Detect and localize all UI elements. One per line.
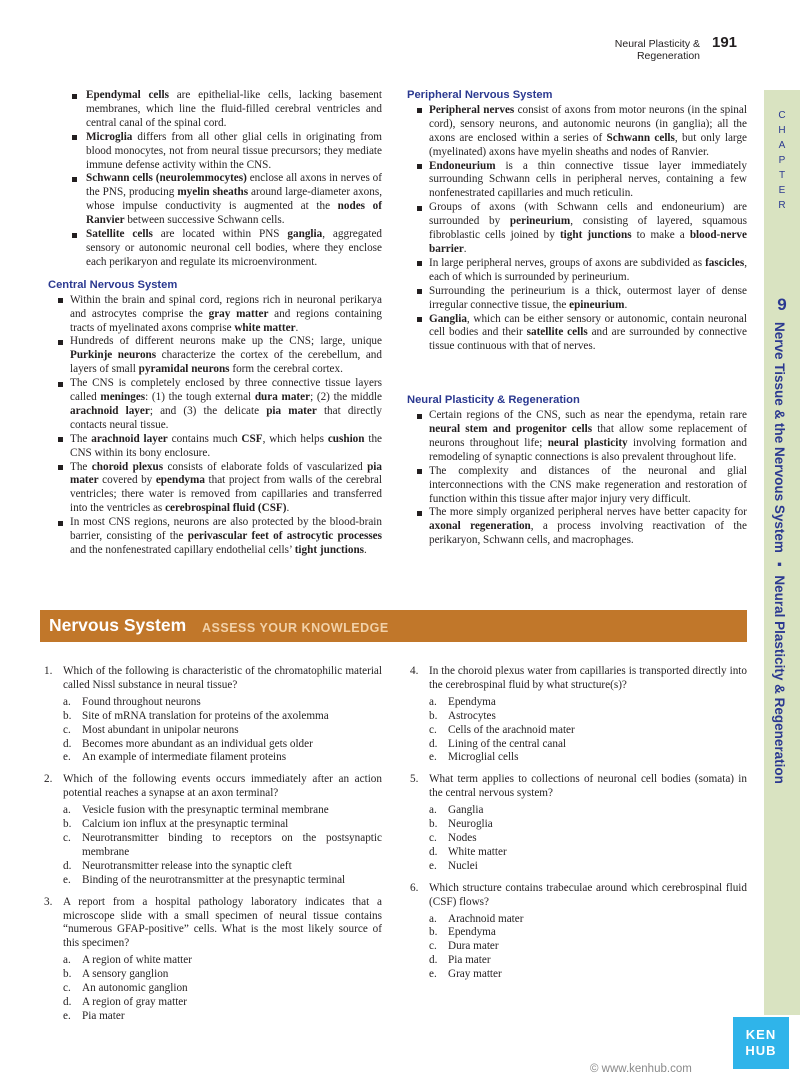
chapter-tab	[764, 90, 800, 1015]
option-text: Pia mater	[82, 1009, 125, 1022]
bold-term: axonal regeneration	[429, 520, 531, 533]
bold-term: perivascular feet of astrocytic processes	[187, 530, 382, 543]
option-letter: e.	[63, 751, 71, 764]
plasticity-heading: Neural Plasticity & Regeneration	[407, 394, 580, 407]
text-run: The	[70, 432, 92, 445]
option-letter: c.	[63, 723, 71, 736]
text-run: .	[295, 321, 299, 334]
answer-option	[410, 846, 747, 860]
banner-subtitle: ASSESS YOUR KNOWLEDGE	[202, 621, 389, 635]
right-column	[407, 89, 747, 548]
text-run: The complexity and distances of the neuronal and glial interconnections with the CNS make regeneration and restoration of function within this tissue after major injury very difficult.	[429, 464, 747, 505]
question-stem	[410, 773, 747, 801]
bold-term: Endoneurium	[429, 159, 496, 172]
bullet-item	[48, 228, 382, 270]
question-text: A report from a hospital pathology laboratory indicates that a microscope slide with a small specimen of neural tissue contains “numerous GFAP-positive” cells. What is the most likely source of this specimen?	[63, 895, 382, 950]
option-letter: e.	[429, 859, 437, 872]
answer-option	[410, 968, 747, 982]
question-number: 1.	[44, 665, 53, 677]
option-text: Nodes	[448, 831, 477, 844]
chapter-number: 9	[777, 295, 787, 314]
option-text: Nuclei	[448, 859, 478, 872]
option-letter: a.	[63, 804, 71, 817]
answer-option	[44, 724, 382, 738]
cns-bullet-list	[48, 294, 382, 558]
bold-term: neural plasticity	[547, 436, 628, 449]
option-letter: e.	[63, 873, 71, 886]
answer-option	[44, 738, 382, 752]
question-number: 2.	[44, 773, 53, 786]
option-letter: b.	[63, 709, 72, 722]
answer-option	[410, 913, 747, 927]
answer-option	[410, 926, 747, 940]
left-column	[48, 89, 382, 558]
logo-line-1: KEN	[745, 1027, 777, 1042]
text-run: .	[463, 242, 467, 255]
option-letter: d.	[429, 845, 438, 858]
option-letter: a.	[429, 695, 437, 708]
chapter-letter: A	[778, 140, 786, 151]
bold-term: pyramidal neurons	[138, 363, 230, 376]
bullet-item	[407, 313, 747, 355]
answer-option	[44, 710, 382, 724]
bold-term: pia mater	[70, 460, 382, 487]
bold-term: choroid plexus	[91, 460, 164, 473]
text-run: ; (2) the middle	[310, 391, 382, 404]
answer-options	[410, 696, 747, 766]
text-run: The CNS is completely enclosed by three connective tissue layers called	[70, 377, 382, 404]
answer-option	[410, 696, 747, 710]
answer-option	[410, 751, 747, 765]
text-run: between successive Schwann cells.	[124, 214, 285, 227]
text-run: around large-diameter axons, whose impulse conductivity is augmented at the	[86, 186, 382, 213]
answer-options	[44, 804, 382, 887]
option-text: A sensory ganglion	[82, 968, 169, 981]
option-letter: e.	[429, 968, 437, 981]
answer-options	[410, 913, 747, 983]
bold-term: gray matter	[208, 307, 269, 320]
text-run: Groups of axons (with Schwann cells and endoneurium) are surrounded by	[429, 201, 747, 228]
option-text: Dura mater	[448, 940, 499, 953]
answer-option	[44, 1010, 382, 1024]
option-letter: a.	[429, 804, 437, 817]
answer-option	[410, 738, 747, 752]
text-run: to make a	[631, 229, 690, 242]
text-run: , each of which is surrounded by perineurium.	[429, 256, 747, 283]
bold-term: perineurium	[509, 215, 571, 228]
bold-term: Purkinje neurons	[70, 349, 157, 362]
bullet-item	[407, 409, 747, 465]
text-run: that directly contacts neural tissue.	[70, 404, 383, 431]
question-text: What term applies to collections of neuronal cell bodies (somata) in the central nervous system?	[429, 773, 747, 800]
option-letter: b.	[429, 709, 438, 722]
option-text: Astrocytes	[448, 709, 496, 722]
bullet-item	[48, 131, 382, 173]
option-text: Vesicle fusion with the presynaptic terminal membrane	[82, 804, 329, 817]
answer-option	[410, 818, 747, 832]
text-run: : (1) the tough external	[145, 391, 255, 404]
answer-option	[44, 696, 382, 710]
question-stem	[44, 896, 382, 952]
glia-bullet-list	[48, 89, 382, 270]
answer-option	[44, 751, 382, 765]
bullet-item	[48, 89, 382, 131]
option-text: Ependyma	[448, 695, 496, 708]
option-text: Calcium ion influx at the presynaptic terminal	[82, 818, 289, 831]
option-letter: c.	[63, 831, 71, 844]
answer-option	[410, 710, 747, 724]
page-number: 191	[712, 34, 738, 51]
question-text: In the choroid plexus water from capillaries is transported directly into the cerebrospinal fluid by what structure(s)?	[429, 665, 747, 691]
text-run: Certain regions of the CNS, such as near the ependyma, retain rare	[429, 409, 747, 422]
chapter-letter: P	[778, 155, 786, 166]
text-run: contains much	[167, 432, 242, 445]
text-run: consists of elaborate folds of vascularized	[163, 460, 368, 473]
bullet-item	[48, 516, 382, 558]
bold-term: Peripheral nerves	[429, 103, 515, 116]
text-run: that project from walls of the cerebral ventricles; there water is removed from capillaries and transferred into the ventricles as	[70, 474, 382, 515]
option-text: Pia mater	[448, 954, 491, 967]
bullet-item	[48, 172, 382, 228]
text-run: .	[364, 544, 367, 556]
question-text: Which structure contains trabeculae around which cerebrospinal fluid (CSF) flows?	[429, 881, 747, 908]
answer-option	[44, 996, 382, 1010]
option-letter: a.	[63, 695, 71, 708]
text-run: the CNS within its bony enclosure.	[70, 432, 382, 459]
option-letter: c.	[429, 940, 437, 953]
bold-term: ganglia	[287, 228, 323, 241]
text-run: form the cerebral cortex.	[229, 363, 343, 376]
option-text: Binding of the neurotransmitter at the presynaptic terminal	[82, 873, 346, 886]
plasticity-bullet-list	[407, 409, 747, 548]
kenhub-logo	[733, 1017, 789, 1069]
chapter-title: Nerve Tissue & the Nervous System ▪ Neural Plasticity & Regeneration	[772, 322, 787, 784]
banner-title: Nervous System	[49, 615, 187, 635]
bold-term: cerebrospinal fluid (CSF)	[165, 502, 287, 515]
question-number: 4.	[410, 665, 419, 677]
bold-term: epineurium	[569, 298, 625, 311]
chapter-letter: H	[778, 125, 786, 136]
assess-knowledge-banner	[40, 610, 747, 642]
quiz-question	[410, 665, 747, 765]
option-letter: e.	[429, 751, 437, 764]
answer-option	[410, 804, 747, 818]
text-run: consist of axons from motor neurons (in the spinal cord), sensory neurons, and autonomic neurons (in ganglia); all the axons are enclosed within a series of	[429, 103, 747, 144]
option-text: Neurotransmitter binding to receptors on the postsynaptic membrane	[82, 831, 382, 858]
option-text: Cells of the arachnoid mater	[448, 723, 575, 736]
option-letter: b.	[63, 968, 72, 981]
text-run: covered by	[98, 474, 156, 487]
option-text: Ganglia	[448, 804, 484, 817]
text-run: is a thin connective tissue layer immediately surrounding Schwann cells in peripheral nerves, containing a few nonfenestrated capillaries and much reticulin.	[429, 159, 747, 200]
bold-term: tight junctions	[294, 544, 365, 556]
bold-term: Schwann cells	[606, 131, 675, 144]
answer-option	[410, 832, 747, 846]
bullet-item	[407, 465, 747, 507]
text-run: involving formation and remodeling of synaptic connections is also prevalent throughout life.	[429, 436, 747, 463]
option-text: White matter	[448, 845, 507, 858]
bullet-item	[48, 461, 382, 517]
option-text: Neuroglia	[448, 818, 493, 831]
bold-term: Microglia	[86, 130, 133, 143]
bold-term: fascicles	[705, 256, 745, 269]
bold-term: white matter	[234, 321, 296, 334]
text-run: , which helps	[262, 432, 328, 445]
quiz-question	[410, 773, 747, 873]
answer-option	[44, 874, 382, 888]
answer-options	[44, 696, 382, 766]
text-run: In most CNS regions, neurons are also protected by the blood-brain barrier, consisting of the	[70, 516, 382, 543]
text-run: , consisting of layered, squamous fibroblastic cells joined by	[429, 215, 747, 242]
text-run: characterize the cortex of the cerebellum, and layers of small	[70, 349, 382, 376]
copyright: © www.kenhub.com	[590, 1063, 692, 1075]
option-letter: a.	[429, 912, 437, 925]
question-number: 3.	[44, 895, 53, 908]
chapter-letter: E	[778, 185, 786, 196]
option-text: An autonomic ganglion	[82, 982, 188, 995]
bullet-item	[407, 257, 747, 285]
option-letter: d.	[63, 737, 72, 750]
option-letter: c.	[429, 723, 437, 736]
text-run: The	[70, 460, 92, 473]
option-text: Becomes more abundant as an individual gets older	[82, 737, 313, 750]
option-letter: d.	[63, 995, 72, 1008]
answer-option	[44, 968, 382, 982]
text-run: are located within PNS	[152, 228, 288, 241]
option-letter: d.	[429, 737, 438, 750]
text-run: .	[286, 502, 290, 515]
question-text: Which of the following events occurs immediately after an action potential reaches a synapse at an axon terminal?	[63, 773, 382, 800]
running-head: Neural Plasticity & Regeneration	[614, 38, 700, 62]
chapter-letter: R	[778, 200, 786, 211]
text-run: .	[624, 298, 628, 311]
bold-term: meninges	[100, 391, 146, 404]
bold-term: pia mater	[266, 404, 317, 417]
text-run: enclose all axons in nerves of the PNS, producing	[86, 172, 382, 199]
option-text: Gray matter	[448, 968, 502, 981]
answer-option	[44, 818, 382, 832]
bullet-item	[407, 285, 747, 313]
option-text: Ependyma	[448, 926, 496, 939]
bold-term: neural stem and progenitor cells	[429, 423, 593, 436]
bullet-item	[407, 506, 747, 548]
text-run: In large peripheral nerves, groups of axons are subdivided as	[429, 256, 706, 269]
cns-heading: Central Nervous System	[48, 278, 178, 291]
quiz-left-column	[44, 665, 382, 1032]
option-text: A region of white matter	[82, 954, 192, 967]
pns-bullet-list	[407, 104, 747, 354]
bold-term: Satellite cells	[86, 228, 153, 241]
answer-option	[44, 982, 382, 996]
bullet-item	[48, 377, 382, 433]
question-stem	[44, 665, 382, 693]
answer-option	[410, 940, 747, 954]
chapter-letter: C	[778, 110, 786, 121]
option-text: A region of gray matter	[82, 995, 188, 1008]
option-letter: d.	[63, 859, 72, 872]
option-text: Found throughout neurons	[82, 695, 201, 708]
question-stem	[44, 773, 382, 801]
option-letter: e.	[63, 1009, 71, 1022]
bold-term: arachnoid layer	[91, 432, 168, 445]
option-text: Site of mRNA translation for proteins of the axolemma	[82, 709, 329, 722]
option-text: Arachnoid mater	[448, 912, 524, 925]
bold-term: cushion	[327, 432, 365, 445]
option-letter: c.	[429, 831, 437, 844]
answer-option	[410, 724, 747, 738]
question-number: 5.	[410, 773, 419, 786]
quiz-question	[44, 773, 382, 887]
option-text: Lining of the central canal	[448, 737, 567, 750]
bold-term: Ependymal cells	[86, 89, 169, 101]
option-text: Neurotransmitter release into the synaptic cleft	[82, 859, 292, 872]
option-letter: b.	[63, 818, 72, 831]
answer-options	[410, 804, 747, 874]
option-letter: d.	[429, 954, 438, 967]
answer-option	[44, 860, 382, 874]
text-run: , aggregated sensory or autonomic neuronal cell bodies, where they enclose each perikaryon and regulate its microenvironment.	[86, 228, 383, 268]
bold-term: Ganglia	[429, 312, 467, 325]
bullet-item	[48, 335, 382, 377]
bullet-item	[48, 294, 382, 336]
bold-term: dura mater	[254, 391, 311, 404]
chapter-label	[764, 108, 800, 213]
bold-term: Schwann cells (neurolemmocytes)	[86, 172, 247, 185]
text-run: ; and (3) the delicate	[149, 404, 267, 417]
text-run: are epithelial-like cells, lacking basement membranes, which line the fluid-filled cerebral ventricles and central canal of the spinal cord.	[86, 89, 382, 129]
text-run: , which can be either sensory or autonomic, contain neuronal cell bodies and their	[429, 312, 747, 339]
bullet-item	[407, 104, 747, 160]
text-run: Surrounding the perineurium is a thick, outermost layer of dense irregular connective tissue, the	[429, 284, 747, 311]
text-run: Within the brain and spinal cord, regions rich in neuronal perikarya and astrocytes comprise the	[70, 293, 382, 320]
option-letter: c.	[63, 982, 71, 995]
bullet-item	[407, 160, 747, 202]
option-letter: a.	[63, 954, 71, 967]
answer-option	[410, 954, 747, 968]
bold-term: tight junctions	[559, 229, 632, 242]
answer-option	[410, 860, 747, 874]
quiz-question	[44, 896, 382, 1024]
text-run: , a process involving reactivation of the perikaryon, Schwann cells, and macrophages.	[429, 520, 747, 547]
answer-options	[44, 954, 382, 1024]
bullet-item	[407, 201, 747, 257]
text-run: and regions containing tracts of myelinated axons comprise	[70, 307, 383, 334]
bold-term: arachnoid layer	[70, 404, 150, 417]
pns-heading: Peripheral Nervous System	[407, 89, 553, 101]
text-run: The more simply organized peripheral nerves have better capacity for	[429, 506, 747, 519]
question-text: Which of the following is characteristic of the chromatophilic material called Nissl substance in neural tissue?	[63, 665, 382, 691]
bullet-item	[48, 433, 382, 461]
answer-option	[44, 954, 382, 968]
quiz-question	[410, 882, 747, 982]
quiz-question	[44, 665, 382, 765]
option-text: Most abundant in unipolar neurons	[82, 723, 239, 736]
text-run: and are surrounded by connective tissue continuous with that of nerves.	[429, 326, 747, 353]
bold-term: nodes of Ranvier	[86, 200, 382, 227]
quiz-right-column	[410, 665, 747, 990]
text-run: differs from all other glial cells in originating from blood monocytes, not from neural tissue precursors; they mediate immune defense activity within the CNS.	[86, 130, 382, 171]
text-run: Hundreds of different neurons make up the CNS; large, unique	[70, 335, 382, 348]
answer-option	[44, 804, 382, 818]
chapter-letter: T	[778, 170, 786, 181]
bold-term: blood-nerve barrier	[429, 229, 747, 255]
option-letter: b.	[429, 926, 438, 939]
option-letter: b.	[429, 818, 438, 831]
text-run: , but only large (myelinated) axons have myelin sheaths and nodes of Ranvier.	[429, 131, 748, 158]
text-run: and the nonfenestrated capillary endothelial cells’	[70, 544, 295, 556]
bold-term: satellite cells	[526, 326, 588, 339]
answer-option	[44, 832, 382, 860]
option-text: Microglial cells	[448, 751, 519, 764]
question-stem	[410, 665, 747, 693]
question-number: 6.	[410, 881, 419, 894]
bold-term: ependyma	[155, 474, 205, 487]
question-stem	[410, 882, 747, 910]
text-run: that allow some replacement of neurons throughout life;	[429, 423, 748, 449]
bold-term: CSF	[241, 432, 263, 445]
option-text: An example of intermediate filament proteins	[82, 751, 287, 764]
logo-line-2: HUB	[745, 1043, 777, 1058]
bold-term: myelin sheaths	[177, 186, 249, 199]
